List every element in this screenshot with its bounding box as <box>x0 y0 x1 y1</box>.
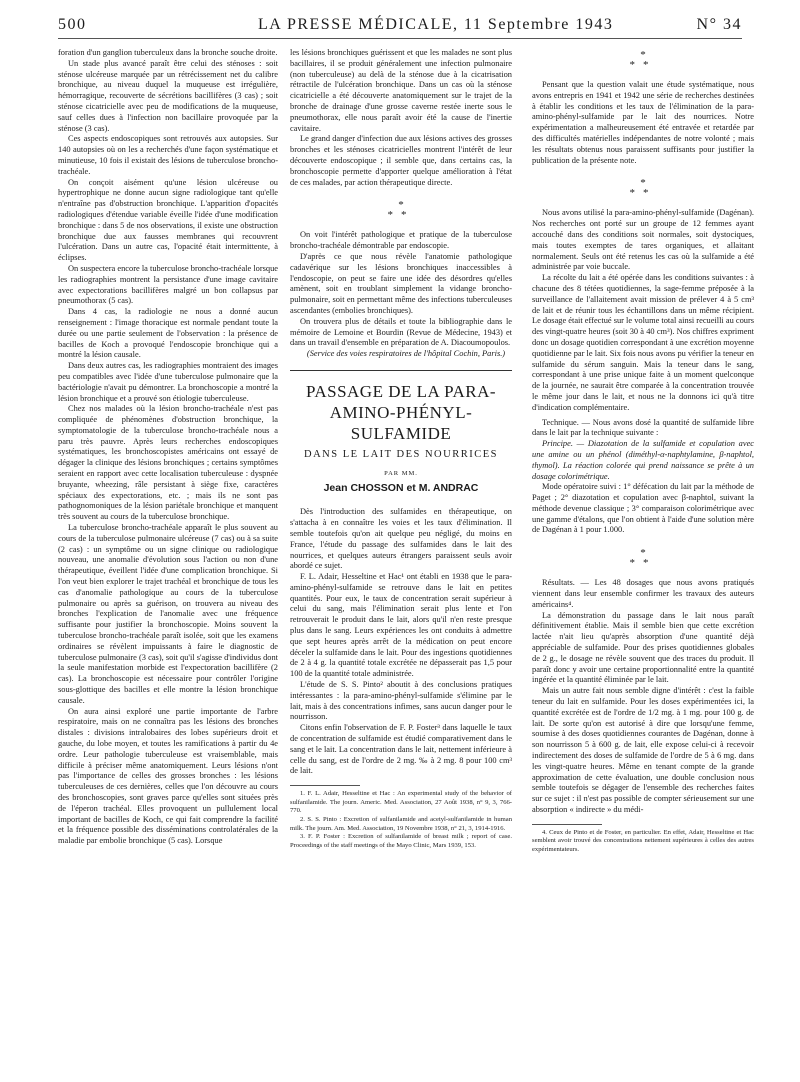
paragraph: les lésions bronchiques guérissent et que les malades ne sont plus bacillaires, il se produit généralement une infection pulmonaire (non tuberculeuse) au delà de la sténose due à la cicatrisation rétractile de l'ulcération bronchique. Dans un cas où la sténose cicatricielle a été découverte anatomiquement sur le trajet de la bronche de drainage d'une grosse caverne restée inerte sous le pneumothorax, elle nous paraît avoir été la cause de l'inertie cavitaire. <box>290 48 512 133</box>
footnote: 4. Ceux de Pinto et de Foster, en particulier. En effet, Adair, Hesseltine et Hac semblent avoir trouvé des concentrations nettement supérieures à celles des autres expérimentateurs. <box>532 828 754 853</box>
paragraph: Mode opératoire suivi : 1° défécation du lait par la méthode de Paget ; 2° diazotation et copulation avec β-naphtol, suivant la méthode devenue classique ; 3° comparaison colorimétrique avec une gamme d'étalons, que l'on obtient à l'aide d'une solution mère de Dagénan à 1 pour 1.000. <box>532 482 754 535</box>
paragraph: On suspectera encore la tuberculose broncho-trachéale lorsque les radiographies montrent la persistance d'une image cavitaire avec expectorations bacillifères malgré un bon collapsus par pneumothorax (5 cas). <box>58 263 278 306</box>
paragraph: foration d'un ganglion tuberculeux dans la bronche souche droite. <box>58 48 278 57</box>
paragraph: Dans deux autres cas, les radiographies montraient des images peu compatibles avec l'idée d'une tuberculose pulmonaire que la bactériologie n'avait pu démontrer. La bronchoscopie a montré la lésion bronchique et a prouvé son étiologie tuberculeuse. <box>58 361 278 403</box>
paragraph: La récolte du lait a été opérée dans les conditions suivantes : à chacune des 8 tétées quotidiennes, la sage-femme préposée à la surveillance de l'allaitement avait mission de prélever 4 à 5 cm³ de lait et de réunir tous les échantillons dans un même récipient. Le dosage était effectué sur le volume total ainsi recueilli au cours des vingt-quatre heures (soit 30 à 40 cm³). Nos chiffres expriment donc un dosage quotidien correspondant à une excrétion moyenne quotidienne par le lait. Six fois nous avons pu vérifier la teneur en sulfamide du sérum sanguin. Mais la teneur dans le sang, correspondant à une prise unique faite à un moment quelconque de la journée, ne saurait être comparée à la concentration trouvée le même jour dans le lait, et nous ne la donnons ici qu'à titre d'indication complémentaire. <box>532 273 754 412</box>
footnote: 2. S. S. Pinto : Excretion of sulfanilamide and acetyl-sulfanilamide in human milk. The journ. Am. Med. Association, 19 Novembre 1938, n° 21, 3, 1914-1916. <box>290 816 512 832</box>
issue-number: N° 34 <box>696 16 742 33</box>
paragraph: Chez nos malades où la lésion broncho-trachéale n'est pas compliquée de phénomènes d'obstruction bronchique, la symptomatologie de la tuberculose broncho-trachéale nous a paru très pauvre. Après leurs recherches endoscopiques systématiques, les bronchoscopistes américains ont essayé de dégager la clinique des lésions bronchiques ; certains symptômes seraient en rapport avec cette localisation tuberculeuse : dyspnée bruyante, wheezing, râle persistant à siège fixe, caractères spéciaux des expectorations, etc. ; mais ils ne sont pas pathognomoniques de la lésion pariétale bronchique et manquent très souvent au cours de la tuberculose bronchique. <box>58 404 278 522</box>
section-separator: * ** <box>387 199 415 222</box>
paragraph: Ces aspects endoscopiques sont retrouvés aux autopsies. Sur 140 autopsies où on les a recherchés d'une façon systématique et minutieuse, 10 fois il existait des lésions de tuberculose broncho-trachéale. <box>58 134 278 176</box>
paragraph: Dans 4 cas, la radiologie ne nous a donné aucun renseignement : l'image thoracique est normale pendant toute la durée ou une partie seulement de l'observation : la présence de bacilles de Koch a provoqué l'endoscopie bronchique qui a montré la lésion causale. <box>58 307 278 360</box>
paragraph: F. L. Adair, Hesseltine et Hac¹ ont établi en 1938 que le para-amino-phényl-sulfamide se retrouve dans le lait en petites quantités. Pour eux, le taux de concentration serait supérieur à celui du sang, mais l'élimination serait plus lente et l'on retrouverait le produit dans le lait, alors qu'il n'en reste presque plus dans le sang. Leurs expériences les ont conduits à admettre que sept heures après arrêt de la médication on peut encore déceler la sulfamide dans le lait. Pour des ingestions quotidiennes de 2 à 4 g. la quantité totale excrétée ne dépasserait pas 1,5 pour 100 de la quantité totale administrée. <box>290 572 512 679</box>
article-authors: Jean CHOSSON et M. ANDRAC <box>323 481 479 494</box>
article-title: PASSAGE DE LA PARA-AMINO-PHÉNYL-SULFAMIDE <box>305 381 497 443</box>
paragraph: Principe. — Diazotation de la sulfamide et copulation avec une amine ou un phénol (diméthyl-α-naphtylamine, β-naphtol, thymol). La réaction colorée qui prend naissance se prête à un dosage colorimétrique. <box>532 439 754 481</box>
column-left <box>58 48 278 1038</box>
paragraph: D'après ce que nous révèle l'anatomie pathologique cadavérique sur les lésions bronchiques inaccessibles à l'endoscopie, on peut se faire une idée des désordres qu'elles amènent, soit en troublant simplement la vidange broncho-pulmonaire, soit en permettant même des infections tuberculeuses ascendantes (embolies bronchiques). <box>290 251 512 315</box>
footnote-rule <box>532 824 602 825</box>
section-separator: * ** <box>629 49 657 71</box>
page-number: 500 <box>58 16 87 33</box>
paragraph: On voit l'intérêt pathologique et pratique de la tuberculose broncho-trachéale démontrable par endoscopie. <box>290 230 512 251</box>
paragraph: On trouvera plus de détails et toute la bibliographie dans le mémoire de Lemoine et Bourdin (Revue de Médecine, 1943) et dans un travail d'ensemble en préparation de A. Diacoumopoulos. <box>290 316 512 348</box>
paragraph: Mais un autre fait nous semble digne d'intérêt : c'est la faible teneur du lait en sulfamide. Pour les doses expérimentées ici, la quantité excrétée est de l'ordre de 1/2 mg. à 1 mg. pour 100 g. de lait. De sorte qu'on est autorisé à dire que lorsqu'une femme, soumise à des doses quotidiennes courantes de Dagénan, donne à son nourrisson 5 à 600 g. de lait, elle expose celui-ci à recevoir indirectement des doses de sulfamide de l'ordre de 5 à 6 mg. dans les vingt-quatre heures. Même en tenant compte de la grande approximation de cette évaluation, une double conclusion nous semble toutefois se dégager de l'ensemble des recherches faites sur ce sujet : il n'est pas possible de compter sérieusement sur une absorption « indirecte » du médi- <box>532 686 754 815</box>
paragraph: Un stade plus avancé paraît être celui des sténoses : soit sténose ulcéreuse marquée par un rétrécissement net du calibre bronchique, au niveau duquel la muqueuse est irrégulière, hémorragique, recouverte de sécrétions bacillifères (3 cas) ; soit sténose cicatricielle avec peu de modifications de la muqueuse, sauf celles dues à l'infection non bacillaire provoquée par la sténose (3 cas). <box>58 58 278 133</box>
journal-title: LA PRESSE MÉDICALE, 11 Septembre 1943 <box>258 16 614 33</box>
paragraph: Nous avons utilisé la para-amino-phényl-sulfamide (Dagénan). Nos recherches ont porté sur un groupe de 12 femmes ayant accouché dans des conditions soit normales, soit dystociques, mais toutes exemptes de tares organiques, et allaitant normalement. Seuls ont été retenus les cas où la sulfamide a été administrée par voie buccale. <box>532 208 754 272</box>
article-subtitle: DANS LE LAIT DES NOURRICES <box>304 448 498 460</box>
column-middle <box>290 48 512 1038</box>
footnote-rule <box>290 785 360 786</box>
paragraph: On aura ainsi exploré une partie importante de l'arbre respiratoire, mais on ne connaîtra pas les lésions des bronches distales : divisions intralobaires des lobes supérieurs droit et gauche, du lobe moyen, et toutes les ramifications à partir du 4e ordre. Leur pathologie tuberculeuse est vraisemblable, mais difficile à préciser même anatomiquement. Leurs lésions n'ont pas l'importance de celles des grosses bronches : les lésions tuberculeuses de ces dernières, celles que l'on découvre au cours des bronchoscopies, sont graves parce qu'elles sont situées près de l'éperon trachéal. Elles provoquent un pullulement local important de bacilles de Koch, ce qui fait comprendre la facilité et la fréquence possible des disséminations controlatérales de la maladie par embolie bronchique (5 cas). Lorsque <box>58 706 278 846</box>
section-separator: * ** <box>629 547 657 570</box>
paragraph: L'étude de S. S. Pinto² aboutit à des conclusions pratiques intéressantes : la para-amino-phényl-sulfamide s'élimine par le lait, mais à des concentrations infimes, sans aucun danger pour le nourrisson. <box>290 680 512 722</box>
paragraph: Technique. — Nous avons dosé la quantité de sulfamide libre dans le lait par la technique suivante : <box>532 417 754 438</box>
footnote: 1. F. L. Adair, Hesseltine et Hac : An experimental study of the behavior of sulfanilamide. The journ. Americ. Med. Association, 27 Août 1938, n° 9, 3, 766-770. <box>290 790 512 815</box>
paragraph: Le grand danger d'infection due aux lésions actives des grosses bronches et les sténoses cicatricielles montrent l'intérêt de leur découverte endoscopique ; il semble que, dans certains cas, la bronchoscopie permette d'apporter quelque amélioration à l'état de ces malades, par action thérapeutique directe. <box>290 134 512 187</box>
divider <box>290 370 512 371</box>
section-separator: * ** <box>629 177 657 200</box>
paragraph: La démonstration du passage dans le lait nous paraît définitivement établie. Mais il semble bien que cette excrétion lactée n'ait lieu qu'après absorption d'une quantité déjà appréciable de sulfamide. Pour des prises quotidiennes globales de 2 g., le dosage ne révèle souvent que des traces du produit. Il paraît donc y avoir une certaine proportionnalité entre la quantité ingérée et la quantité éliminée par le lait. <box>532 610 754 685</box>
paragraph: Citons enfin l'observation de F. P. Foster³ dans laquelle le taux de concentration de sulfamide est étudié comparativement dans le sang et le lait. La concentration dans le lait, nettement inférieure à celle du sang, est de l'ordre de 2 mg. ‰ à 2 mg. 8 pour 100 cm³ de lait. <box>290 723 512 776</box>
paragraph: Résultats. — Les 48 dosages que nous avons pratiqués viennent dans leur ensemble confirmer les travaux des auteurs américains⁴. <box>532 578 754 609</box>
paragraph: Pensant que la question valait une étude systématique, nous avons entrepris en 1941 et 1942 une série de recherches destinées à établir les conditions et les taux de l'élimination de la para-amino-phényl-sulfamide par le lait des nourrices. Notre expérimentation a malheureusement été entravée et retardée par des difficultés matérielles indépendantes de notre volonté ; mais les résultats obtenus nous paraissent suffisants pour justifier la publication de la présente note. <box>532 80 754 165</box>
page-header <box>58 14 742 39</box>
paragraph: On conçoit aisément qu'une lésion ulcéreuse ou hypertrophique ne donne aucun signe radiologique tant qu'elle n'entraîne pas d'obstruction bronchique. L'apparition d'opacités radiologiques d'étendue variable éveille l'idée d'une modification bronchique : dans 5 de nos observations, il existe une obstruction bronchique due aux fausses membranes qui recouvrent l'ulcération. Dans un autre cas, l'opacité était intermittente, à éclipses. <box>58 177 278 263</box>
affiliation: (Service des voies respiratoires de l'hôpital Cochin, Paris.) <box>306 349 506 359</box>
paragraph: La tuberculose broncho-trachéale apparaît le plus souvent au cours de la tuberculose pulmonaire ulcéreuse (7 cas) ou à sa suite (2 cas) : un symptôme ou un signe clinique ou radiologique nouveau, une anomalie d'évolution sous l'action ou non d'une thérapeutique, éveillent l'idée d'une complication bronchique. Si l'on veut bien explorer le trajet trachéal et bronchique de tous les cas d'anomalie pathologique au cours de la tuberculose pulmonaire ou après sa guérison, on trouvera au niveau des bronches l'explication de l'anomalie avec une fréquence suffisante pour justifier la bronchoscopie. Moins souvent la tuberculose broncho-trachéale paraît isolée, soit que les examens ordinaires se révèlent impuissants à faire le diagnostic de tuberculose pulmonaire (3 cas), soit qu'il s'agisse d'individus dont la seule manifestation morbide est l'expectoration bacillifère (2 cas). La bronchoscopie est nécessaire pour contrôler l'origine sous-glottique des bacilles et elle montre la lésion bronchique causale. <box>58 523 278 705</box>
byline-prefix: PAR MM. <box>384 469 418 477</box>
paragraph: Dès l'introduction des sulfamides en thérapeutique, on s'attacha à en connaître les voies et les taux d'élimination. Il semble toutefois qu'on ait quelque peu négligé, du moins en France, l'étude du passage des sulfamides dans le lait des nourrices, et quelques auteurs étrangers paraissent seuls avoir abordé ce sujet. <box>290 507 512 571</box>
column-right <box>532 48 754 1038</box>
footnote: 3. F. P. Foster : Excretion of sulfanilamide of breast milk ; report of case. Proceedings of the staff meetings of the Mayo Clinic, Mars 1939, 153. <box>290 833 512 849</box>
